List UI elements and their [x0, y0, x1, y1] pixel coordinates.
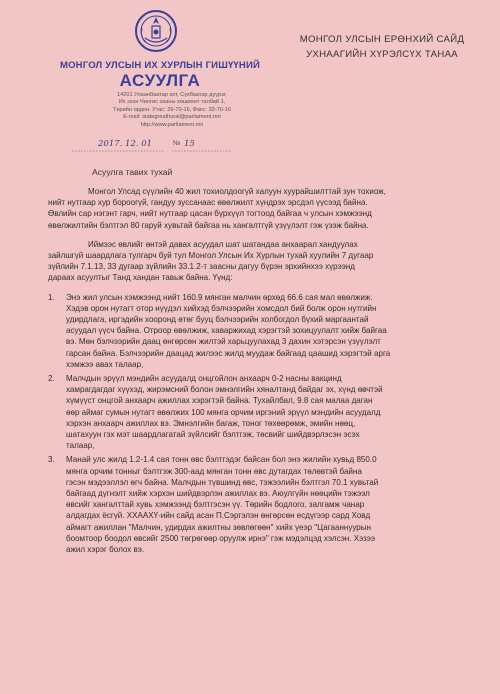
paragraph: [48, 239, 468, 284]
text-line: Энэ жил улсын хэмжээнд нийт 160.9 мянган малчин өрхөд 66.6 сая мал өвөлжиж.: [66, 292, 373, 302]
item-number: 1.: [48, 292, 55, 302]
text-line: гэсэн мэдээллэл өгч байна. Малчдын түвшинд өвс, тэжээлийн бэлтгэл 70.1 хувьтай: [66, 477, 379, 487]
recipient-block: [292, 32, 472, 62]
letter-subject: Асуулга тавих тухай: [92, 167, 173, 177]
text-line: асуудал үүсч байна. Отроор өвөлжиж, хаваржихад хэрэгтэй зохицуулалт хийж байгаа: [66, 326, 387, 336]
paragraph: [48, 186, 468, 231]
text-line: талаар,: [66, 441, 95, 451]
text-line: өөр аймаг сумын нутагт өвөлжих 100 мянга орчим иргэний эрүүл мэндийн асуудалд: [66, 407, 381, 417]
letterhead-doc-type: АСУУЛГА: [119, 71, 201, 90]
address-line: Төрийн ордон. Утас: 26-70-16, Факс: 32-70-16: [113, 106, 231, 113]
text-line: мянга орчим тонныг бэлтгэж 300-аад мянган тонн өвс дутагдах төлөвтэй байна: [66, 466, 362, 476]
text-line: хамрагдагдаг хүүхэд, жирэмсний болон эмнэлгийн хяналтанд байдаг эх, хүнд өвчтэй: [66, 385, 383, 395]
text-line: дараах асуултыг Танд хандан тавьж байна. Үүнд:: [48, 273, 233, 283]
text-line: алдагдах ёсгүй. ХХААХҮ-ийн сайд асан П.Сэргэлэн өнгөрсөн есдүгээр сард Ховд: [66, 511, 371, 521]
text-line: нийт нутгаар хур бороогүй, гандуу зуссанаас өвөлжилт хүндрэх эрсдэл үүсээд байна.: [48, 198, 368, 208]
recipient-line: МОНГОЛ УЛСЫН ЕРӨНХИЙ САЙД: [299, 34, 465, 45]
list-item: [48, 292, 468, 370]
text-line: удирдлага, иргэдийн хооронд өтөг бууц бэлчээрийн холбогдол бүхий маргаантай: [66, 315, 369, 325]
text-line: Манай улс жилд 1.2-1.4 сая тонн өвс бэлтгэдэг байсан бол энэ жилийн хувьд 850.0: [66, 455, 377, 465]
item-number: 3.: [48, 455, 55, 465]
text-line: гарсан байна. Бэлчээрийн даацад жилээс жилд муудаж байгаад цаашид хэрэгтэй арга: [66, 348, 391, 358]
text-line: өвсийг хангалттай хувь хэмжээнд бэлтгэсэн үү. Төрийн бодлого, залгамж чанар: [66, 500, 365, 510]
text-line: Хэдэв орон нутагт отор нүүдэл хийхэд бэлчээрийн хомсдол бий болж орон нутгийн: [66, 303, 377, 313]
letterhead-org-name: МОНГОЛ УЛСЫН ИХ ХУРЛЫН ГИШҮҮНИЙ: [59, 60, 261, 71]
text-line: хэрхэн анхаарч ажиллах вэ. Эмнэлгийн багаж, тоног төхөөрөмж, эмийн нөөц,: [66, 418, 356, 428]
state-emblem-icon: [133, 8, 179, 54]
letter-body: [48, 186, 468, 558]
number-label: №: [173, 140, 181, 147]
text-line: зүйлийн 7.1.13, 33 дугаар зүйлийн 33.1.2-т заасны дагуу бүрэн эрхийнхээ хүрээнд: [48, 262, 355, 272]
text-line: хүмүүст онцгой анхаарч ажиллах хэрэгтэй байна. Тухайлбал, 9.8 сая малаа даган: [66, 396, 373, 406]
text-line: зайлшгүй шаардлага тулгарч буй тул Монгол Улсын Их Хурлын тухай хуулийн 7 дугаар: [48, 251, 374, 261]
handwritten-date: 2017. 12. 01: [98, 139, 153, 149]
text-line: Монгол Улсад сүүлийн 40 жил тохиолдоогүй халуун хуурайшилттай зун тохиож,: [88, 187, 386, 196]
text-line: ажил хэрэг болох вэ.: [66, 545, 145, 555]
text-line: шатахуун гэх мэт шаардлагатай зүйлсийг бэлтгэж, төсвийг шийдвэрлэсэн эсэх: [66, 430, 360, 440]
address-line: http://www.parliament.mn: [140, 121, 204, 128]
text-line: байгаад дүгнэлт хийж хэрхэн шийдвэрлэн ажиллах вэ. Аюулгүйн нөөцийн тэжээл: [66, 489, 370, 499]
text-line: Иймээс өвлийг өнтэй давах асуудал шат шатандаа анхаарал хандуулах: [88, 239, 358, 249]
handwritten-number: 15: [184, 139, 195, 149]
text-line: вэ. Мөн бэлчээрийн даац өнгөрсөн жилтэй харьцуулахад 3 дахин хэтэрсэн үзүүлэлт: [66, 337, 381, 347]
address-line: Их эзэн Чингис хааны хөшөөнт талбай 1,: [118, 99, 226, 106]
list-item: [48, 373, 468, 451]
address-line: 14201 Улаанбаатар хот, Сүхбаатар дүүрэг,: [117, 92, 227, 98]
item-number: 2.: [48, 374, 55, 384]
list-item: [48, 454, 468, 555]
recipient-line: УХНААГИЙН ХҮРЭЛСҮХ ТАНАА: [305, 49, 458, 60]
text-line: хэмжээ авах талаар,: [66, 359, 144, 369]
address-line: E-mail: stategreathural@parliament.mn: [123, 114, 221, 121]
text-line: өвөлжилтийн бэлтгэл 80 гаруй хувьтай байгаа нь хангалтгүй үзүүлэлт гэж үзэж байна.: [48, 220, 369, 230]
text-line: Малчдын эрүүл мэндийн асуудалд онцгойлон анхаарч 0-2 насны вакцинд: [66, 374, 342, 384]
text-line: Өвлийн сар нэгэнт гарч, нийт нутгаар цасан бүрхүүл тогтоод байгаа ч улсын хэмжээнд: [48, 209, 372, 219]
letterhead-address: [82, 92, 262, 129]
text-line: аймагт ажиллан "Малчин, удирдах ажилтны зөвлөгөөн" хийх үеэр "Цагааннуурын: [66, 522, 371, 532]
text-line: боомтоор боодол өвсийг 2500 төгрөгөөр оруулж ирнэ" гэж мэдэлцэд хэлсэн. Хэзээ: [66, 533, 376, 543]
